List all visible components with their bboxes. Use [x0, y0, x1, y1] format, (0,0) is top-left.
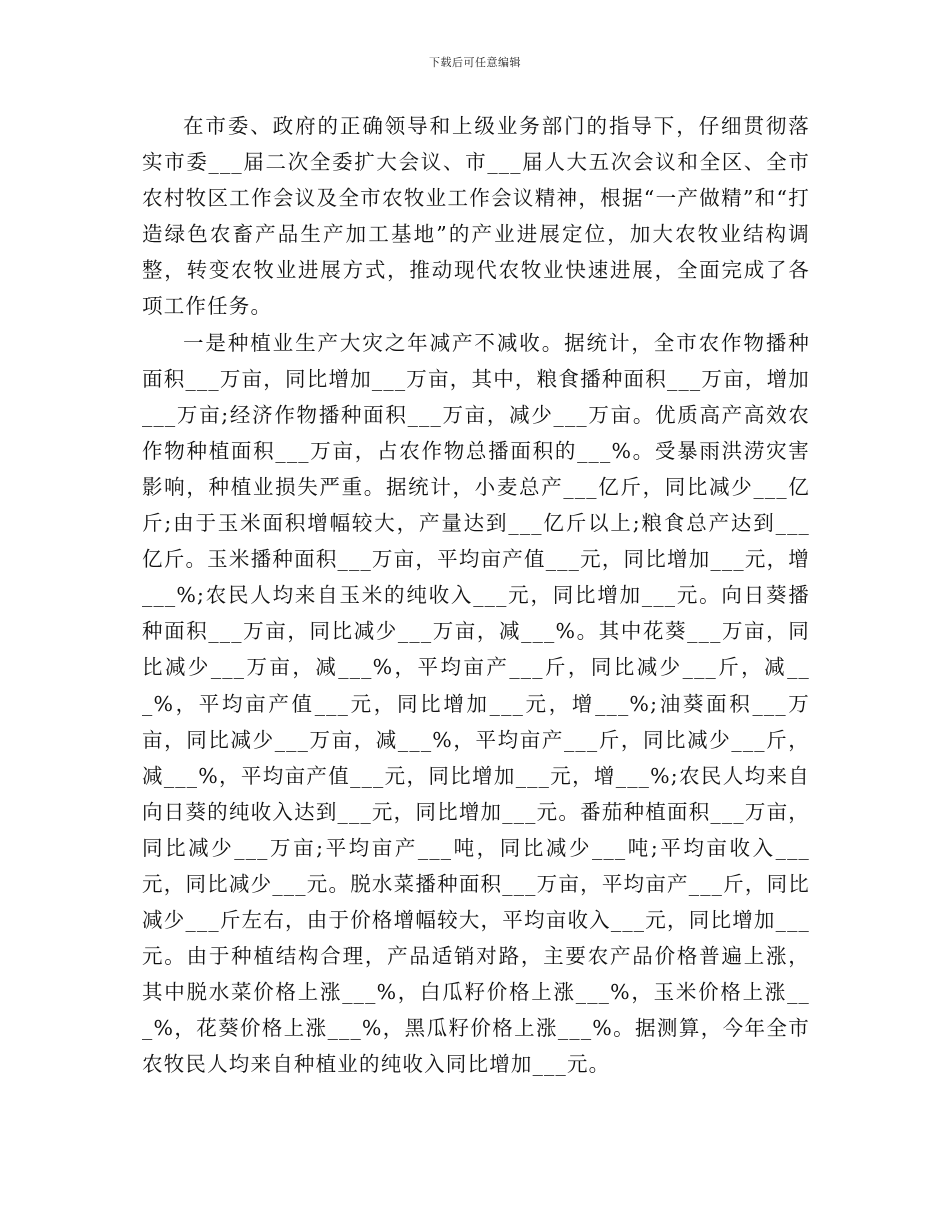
paragraph-intro: 在市委、政府的正确领导和上级业务部门的指导下，仔细贯彻落实市委___届二次全委扩大会议、市___届人大五次会议和全区、全市农村牧区工作会议及全市农牧业工作会议精神，根据“一产做精”和“打造绿色农畜产品生产加工基地”的产业进展定位，加大农牧业结构调整，转变农牧业进展方式，推动现代农牧业快速进展，全面完成了各项工作任务。 [142, 114, 810, 319]
page-header: 下载后可任意编辑 [429, 56, 521, 69]
document-body [142, 108, 810, 1083]
paragraph-planting: 一是种植业生产大灾之年减产不减收。据统计，全市农作物播种面积___万亩，同比增加___万亩，其中，粮食播种面积___万亩，增加___万亩;经济作物播种面积___万亩，减少___万亩。优质高产高效农作物种植面积___万亩，占农作物总播面积的___%。受暴雨洪涝灾害影响，种植业损失严重。据统计，小麦总产___亿斤，同比减少___亿斤;由于玉米面积增幅较大，产量达到___亿斤以上;粮食总产达到___亿斤。玉米播种面积___万亩，平均亩产值___元，同比增加___元，增___%;农民人均来自玉米的纯收入___元，同比增加___元。向日葵播种面积___万亩，同比减少___万亩，减___%。其中花葵___万亩，同比减少___万亩，减___%，平均亩产___斤，同比减少___斤，减___%，平均亩产值___元，同比增加___元，增___%;油葵面积___万亩，同比减少___万亩，减___%，平均亩产___斤，同比减少___斤，减___%，平均亩产值___元，同比增加___元，增___%;农民人均来自向日葵的纯收入达到___元，同比增加___元。番茄种植面积___万亩，同比减少___万亩;平均亩产___吨，同比减少___吨;平均亩收入___元，同比减少___元。脱水菜播种面积___万亩，平均亩产___斤，同比减少___斤左右，由于价格增幅较大，平均亩收入___元，同比增加___元。由于种植结构合理，产品适销对路，主要农产品价格普遍上涨，其中脱水菜价格上涨___%，白瓜籽价格上涨___%，玉米价格上涨___%，花葵价格上涨___%，黑瓜籽价格上涨___%。据测算，今年全市农牧民人均来自种植业的纯收入同比增加___元。 [142, 330, 810, 1077]
